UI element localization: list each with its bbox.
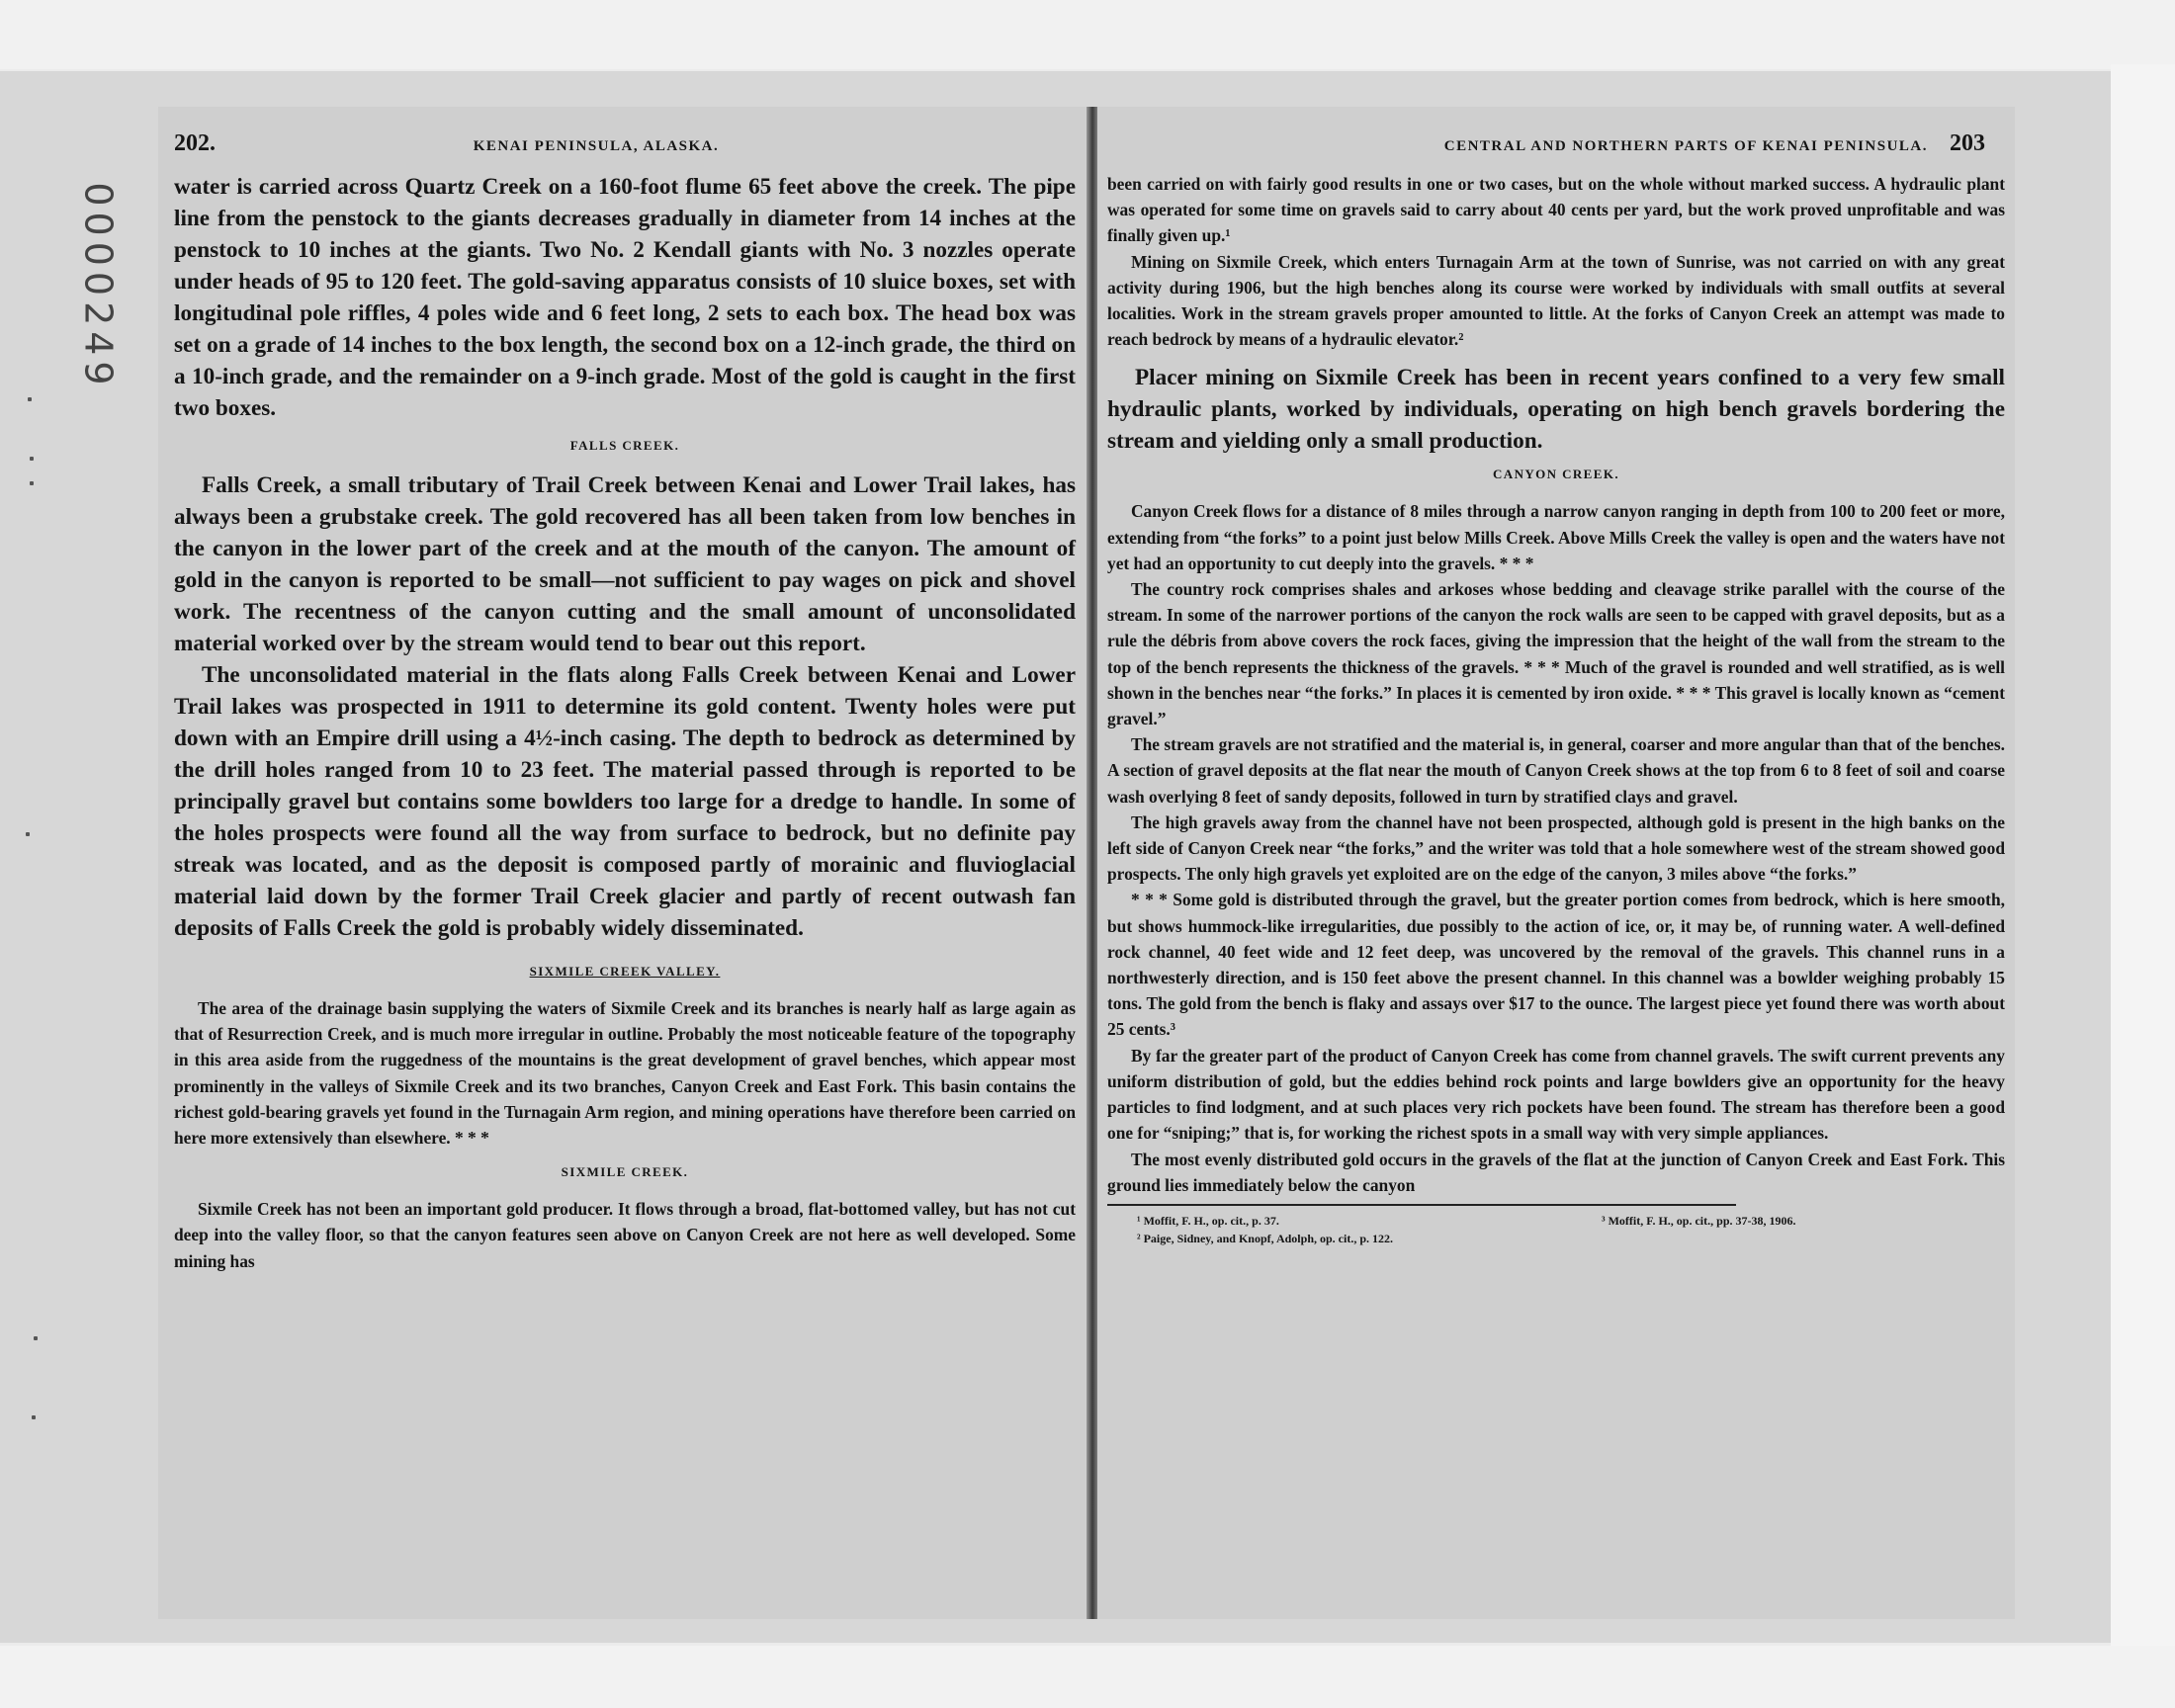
paragraph: By far the greater part of the product of Canyon Creek has come from channel gravels. The swift current prevents any uniform distribution of gold, but the eddies behind rock points and large bowlders give an opportunity for the heavy particles to find lodgment, and at such places very rich pockets have been found. The stream has therefore been a good one for “sniping;” that is, for working the richest spots in a small way with very simple appliances. [1107, 1045, 2005, 1144]
footnote: ³ Moffit, F. H., op. cit., pp. 37-38, 1906. [1602, 1213, 1796, 1228]
left-page [158, 107, 1093, 1619]
scan-speck [32, 1415, 36, 1419]
footnote: ² Paige, Sidney, and Knopf, Adolph, op. cit., p. 122. [1137, 1231, 1393, 1245]
page-number: 202. [174, 130, 216, 156]
section-heading: CANYON CREEK. [1493, 467, 1619, 482]
paragraph: been carried on with fairly good results in one or two cases, but on the whole without marked success. A hydraulic plant was operated for some time on gravels said to carry about 40 cents per yard, but the work proved unprofitable and was finally given up.¹ [1107, 174, 2005, 246]
footnote: ¹ Moffit, F. H., op. cit., p. 37. [1137, 1213, 1279, 1228]
paragraph: Mining on Sixmile Creek, which enters Turnagain Arm at the town of Sunrise, was not carried on with any great activity during 1906, but the high benches along its course were worked by individuals with small outfits at several localities. Work in the stream gravels proper amounted to little. At the forks of Canyon Creek an attempt was made to reach bedrock by means of a hydraulic elevator.² [1107, 251, 2005, 350]
paragraph: water is carried across Quartz Creek on a 160-foot flume 65 feet above the creek. The pipe line from the penstock to the giants decreases gradually in diameter from 14 inches at the penstock to 10 inches at the giants. Two No. 2 Kendall giants with No. 3 nozzles operate under heads of 95 to 120 feet. The gold-saving apparatus consists of 10 sluice boxes, set with longitudinal pole riffles, 4 poles wide and 6 feet long, 2 sets to each box. The head box was set on a grade of 14 inches to the box length, the second box on a 12-inch grade, the third on a 10-inch grade, and the remainder on a 9-inch grade. Most of the gold is caught in the first two boxes. [174, 174, 1076, 421]
paragraph: Sixmile Creek has not been an important gold producer. It flows through a broad, flat-bottomed valley, but has not cut deep into the valley floor, so that the canyon features seen above on Canyon Creek are not here as well developed. Some mining has [174, 1199, 1076, 1271]
paragraph: Placer mining on Sixmile Creek has been in recent years confined to a very few small hydraulic plants, worked by individuals, operating on high bench gravels bordering the stream and yielding only a small production. [1107, 365, 2005, 455]
section-heading: SIXMILE CREEK VALLEY. [529, 964, 721, 979]
paragraph: Canyon Creek flows for a distance of 8 miles through a narrow canyon ranging in depth from 100 to 200 feet or more, extending from “the forks” to a point just below Mills Creek. Above Mills Creek the valley is open and the waters have not yet had an opportunity to cut deeply into the gravels. * * * [1107, 501, 2005, 573]
scan-speck [28, 397, 32, 401]
right-page-header [1107, 130, 2005, 157]
scanner-background-top [0, 0, 2175, 69]
paragraph: The high gravels away from the channel have not been prospected, although gold is present in the high banks on the left side of Canyon Creek near “the forks,” and the writer was told that a hole somewhere west of the stream showed good prospects. The only high gravels yet exploited are on the edge of the canyon, 3 miles above “the forks.” [1107, 811, 2005, 885]
section-heading: FALLS CREEK. [569, 438, 680, 453]
section-heading: SIXMILE CREEK. [561, 1164, 689, 1180]
paragraph: The stream gravels are not stratified and the material is, in general, coarser and more angular than that of the benches. A section of gravel deposits at the flat near the mouth of Canyon Creek shows at the top from 6 to 8 feet of soil and coarse wash overlying 8 feet of sandy deposits, followed in turn by stratified clays and gravel. [1107, 734, 2005, 807]
scan-speck [30, 481, 34, 485]
paragraph: Falls Creek, a small tributary of Trail Creek between Kenai and Lower Trail lakes, has always been a grubstake creek. The gold recovered has all been taken from low benches in the canyon in the lower part of the creek and at the mouth of the canyon. The amount of gold in the canyon is reported to be small—not sufficient to pay wages on pick and shovel work. The recentness of the canyon cutting and the small amount of unconsolidated material worked over by the stream would tend to bear out this report. [174, 472, 1076, 656]
page-number: 203 [1950, 130, 1985, 156]
running-head: KENAI PENINSULA, ALASKA. [473, 138, 720, 154]
right-page [1097, 107, 2015, 1619]
scanner-background-right [2111, 64, 2175, 1646]
paragraph: The unconsolidated material in the flats along Falls Creek between Kenai and Lower Trail lakes was prospected in 1911 to determine its gold content. Twenty holes were put down with an Empire drill using a 4½-inch casing. The depth to bedrock as determined by the drill holes ranged from 10 to 23 feet. The material passed through is reported to be principally gravel but contains some bowlders too large for a dredge to handle. In some of the holes prospects were found all the way from surface to bedrock, but no definite pay streak was located, and as the deposit is composed partly of morainic and fluvioglacial material laid down by the former Trail Creek glacier and partly of recent outwash fan deposits of Falls Creek the gold is probably widely disseminated. [174, 662, 1076, 941]
paragraph: * * * Some gold is distributed through the gravel, but the greater portion comes from bedrock, which is here smooth, but shows hummock-like irregularities, due possibly to the action of ice, or, it may be, of running water. A well-defined rock channel, 40 feet wide and 12 feet deep, was uncovered by the removal of the gravels. This channel runs in a northwesterly direction, and is 150 feet above the present channel. In this channel was a bowlder weighing probably 15 tons. The gold from the bench is flaky and assays over $17 to the ounce. The largest piece yet found there was worth about 25 cents.³ [1107, 890, 2005, 1040]
scan-speck [34, 1336, 38, 1340]
footnotes [1107, 1212, 2005, 1247]
paragraph: The area of the drainage basin supplying the waters of Sixmile Creek and its branches is nearly half as large again as that of Resurrection Creek, and is much more irregular in outline. Probably the most noticeable feature of the topography in this area aside from the ruggedness of the mountains is the great development of gravel benches, which appear most prominently in the valleys of Sixmile Creek and its two branches, Canyon Creek and East Fork. This basin contains the richest gold-bearing gravels yet found in the Turnagain Arm region, and mining operations have therefore been carried on here more extensively than elsewhere. * * * [174, 998, 1076, 1149]
scanner-background-bottom [0, 1646, 2175, 1708]
running-head: CENTRAL AND NORTHERN PARTS OF KENAI PENINSULA. [1443, 138, 1928, 154]
scan-speck [30, 457, 34, 461]
left-page-header [174, 130, 1076, 157]
microfilm-stamp [69, 173, 129, 400]
paragraph: The country rock comprises shales and arkoses whose bedding and cleavage strike parallel with the course of the stream. In some of the narrower portions of the canyon the rock walls are seen to be capped with gravel deposits, but as a rule the débris from above covers the rock faces, giving the impression that the height of the wall from the stream to the top of the bench represents the thickness of the gravels. * * * Much of the gravel is rounded and well stratified, as is well shown in the benches near “the forks.” In places it is cemented by iron oxide. * * * This gravel is locally known as “cement gravel.” [1107, 579, 2005, 729]
footnote-rule [1107, 1204, 1736, 1206]
paragraph: The most evenly distributed gold occurs in the gravels of the flat at the junction of Canyon Creek and East Fork. This ground lies immediately below the canyon [1107, 1149, 2005, 1195]
stamp-number: 0000249 [77, 182, 121, 391]
scan-speck [26, 832, 30, 836]
